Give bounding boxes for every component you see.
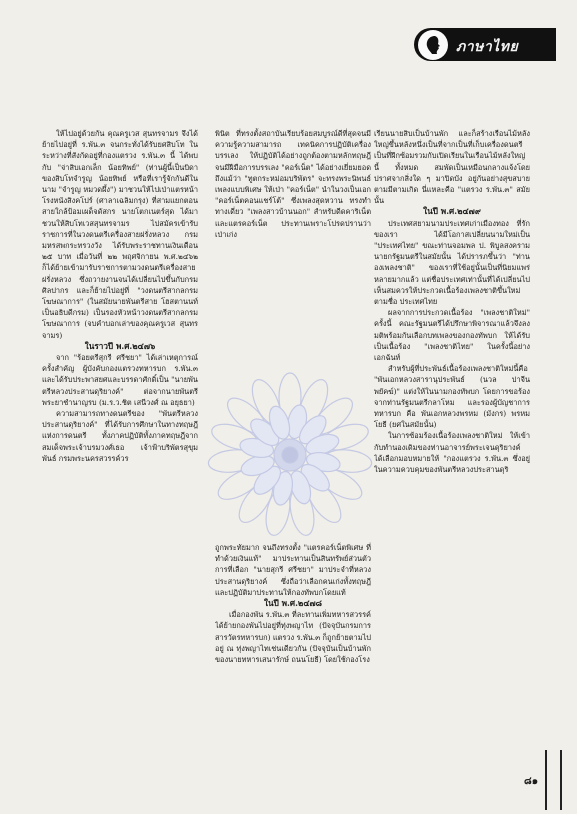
paragraph: จาก "ร้อยตรีสุกรี ศรีชยา" ได้เล่าเหตุการณ์ครั้งสำคัญ ผู้บังคับกองแตรวงทหารบก ร.พัน.๓ และได้รับประพาสยศและบรรดาศักดิ์เป็น "นายพันตรีหลวงประสานดุริยางค์" ต่อจากนายพันตรีพระยาชำนาญรบ (ม.ร.ว.ชิต เสนีวงศ์ ณ อยุธยา): [42, 353, 198, 407]
paragraph: เมื่อกองพัน ร.พัน.๓ ที่ละทานเพิ่มทหารสวรรค์ ได้ย้ายกองพันไปอยู่ที่ทุ่งพญาไท (ปัจจุบันกรมการสารวัตรทหารบก) แตรวง ร.พัน.๓ ก็ถูกย้ายตามไปอยู่ ณ ทุ่งพญาไทเช่นเดียวกัน (ปัจจุบันเป็นบ้านพักของนายทหารเสนารักษ์ ถนนโยธี) โดยใช้กองโรง: [215, 610, 371, 665]
section-heading: ในปี พ.ศ.๒๔๗๘: [263, 598, 322, 609]
page-number: ๘๑: [524, 776, 539, 787]
header-logo: [418, 30, 448, 60]
column-1: [42, 128, 198, 778]
paragraph: พินิต ที่ทรงตั้งสถาบันเรียบร้อยสมบูรณ์ดีที่สุดจนมีความรู้ความสามารถ เทคนิคการปฏิบัติเครื่องบรรเลง ให้ปฏิบัติได้อย่างถูกต้องตามหลักทฤษฎี จนมีฝีมือการบรรเลง "คอร์เน็ต" ได้อย่างเยี่ยมยอดถึงแม้ว่า "ทูตกระหม่อมบริพัตร" จะทรงพระนิพนธ์เพลงแบบพิเศษ ให้เป่า "คอร์เน็ต" นำในวงเป็นเอก "คอร์เน็ตคอนแชร์โต้" ซึ่งเพลงสุดหวาน ทรงทำทางเดี่ยว "เพลงสาวบ้านนอก" สำหรับดีดคาริเน็ต และแตรคอร์เน็ต ประทานเพราะโปรดปรานว่าเป่าเก่ง: [215, 129, 371, 239]
section-heading: ในปี พ.ศ.๒๔๗๙: [423, 206, 481, 217]
column-3: [374, 128, 530, 778]
paragraph: ในการซ้อมร้องเนื้อร้องเพลงชาติใหม่ ให้เข้ากับทำนองเดิมของท่านอาจารย์พระเจนดุริยางค์ ได้เลือกมอบหมายให้ "กองแตรวง ร.พัน.๓ ซึ่งอยู่ในความควบคุมของพันตรีหลวงประสานดุริ: [374, 431, 530, 475]
paragraph: ถูกพระทัยมาก จนถึงทรงตั้ง "แตรคอร์เน็ตพิเศษ ที่ทำด้วยเงินแท้" มาประทานเป็นสินทรัพย์ส่วนตัว การที่เลือก "นายสุกรี ศรีชยา" มาประจำที่หลวงประสานดุริยางค์ ซึ่งถือว่าเลือกคนเก่งทั้งทฤษฎีและปฏิบัติมาประทานให้กองทัพบกโดยแท้: [215, 543, 371, 597]
paragraph: สำหรับผู้ที่ประพันธ์เนื้อร้องเพลงชาติใหม่นี้คือ "พันเอกหลวงสารานุประพันธ์ (นวล ปาจีนพยัคฆ์)" แต่งให้ในนามกองทัพบก โดยการขอร้องจากท่านรัฐมนตรีกลาโหม และรองผู้บัญชาการทหารบก คือ พันเอกหลวงพรหม (มังกร) พรหมโยธี (ยศในสมัยนั้น): [374, 364, 530, 430]
paragraph: ผลจากการประกวดเนื้อร้อง "เพลงชาติใหม่" ครั้งนี้ คณะรัฐมนตรีได้ปรึกษาพิจารณาแล้วจึงลงมติพร้อมกันเลือกบทเพลงของกองทัพบก ให้ได้รับเป็นเนื้อร้อง "เพลงชาติไทย" ในครั้งนี้อย่างเอกฉันท์: [374, 308, 530, 363]
paragraph: เรียนนายสิบเป็นบ้านพัก และก็สร้างเรือนไม้หลังใหญ่ขึ้นหลังหนึ่งเป็นที่จากเป็นที่เก็บเครื่องดนตรี เป็นที่ฝึกซ้อมรวมกับเปิดเรียนในเรือนไม้หลังใหญ่นี้ ทั้งหมด สมพัดเป็นเหมือนกลางแจ้งโดยปราศจากสิ่งใด ๆ มาปิดบัง อยู่กันอย่างสุขสบายตามมีตามเกิด นี่แหละคือ "แตรวง ร.พัน.๓" สมัยนั้น: [374, 129, 530, 206]
face-profile-icon: [422, 34, 444, 56]
paragraph: ประเทศสยามนามประเทศเก่าเมืองทอง ที่รักของเรา ได้มีโอกาสเปลี่ยนนามใหม่เป็น "ประเทศไทย" ขณะท่านจอมพล ป. พิบูลสงคราม นายกรัฐมนตรีในสมัยนั้น ได้ปรารภขึ้นว่า "ท่านองเพลงชาติ" ของเราที่ใช้อยู่นั้นเป็นที่นิยมแพร่หลายมากแล้ว แต่ชื่อประเทศเท่านั้นที่ได้เปลี่ยนไป เห็นสมควรให้ประกวดเนื้อร้องเพลงชาติขึ้นใหม่ตามชื่อ ประเทศไทย: [374, 218, 530, 307]
chrysanthemum-flower-icon: [200, 372, 380, 538]
column-2-bottom: [215, 542, 371, 778]
paragraph: ให้ไปอยู่ด้วยกัน คุณครูเวส สุนทรจามร จึงได้ย้ายไปอยู่ที่ ร.พัน.๓ จนกระทั่งได้รับยศสิบโท ในระหว่างที่สังกัดอยู่ที่กองแตรวง ร.พัน.๓ นี้ ได้พบกับ "จ่าสิบเอกเล็ก น้อยทิพย์" (ท่านผู้นี้เป็นบิดาของสิบโทจำรูญ น้อยทิพย์ หรือที่เรารู้จักกันดีในนาม "จำรูญ หมวดผึ้ง") มาชวนให้ไปเป่าแตรหน้าโรงหนังสิงคโปร์ (ศาลาเฉลิมกรุง) ที่สามแยกตอนสายใกล้ป้อมเผด็จดัสกร นายโตกเนตร์สุด ได้มาชวนให้สิบโทเวสสุนทรจามร ไปสมัครเข้ารับราชการที่ในวงดนตรีเครื่องสายฝรั่งหลวง กรมมหรสพกระทรวงวัง ได้รับพระราชทานเงินเดือน ๒๕ บาท เมื่อวันที่ ๒๒ พฤศจิกายน พ.ศ.๒๔๖๒ ก็ได้ย้ายเข้ามารับราชการตามวงดนตรีเครื่องสายฝรั่งหลวง ซึ่งถวายงานจนได้เปลี่ยนไปขึ้นกับกรมศิลปากร และก็ย้ายไปอยู่ที่ "วงดนตรีสากลกรมโฆษณาการ" (ในสมัยนายพันตรีสาย โฮสตานนท์ เป็นอธิบดีกรม) เป็นรองหัวหน้าวงดนตรีสากลกรมโฆษณาการ (จบคำบอกเล่าของคุณครูเวส สุนทรจามร): [42, 129, 198, 340]
edge-rule: [560, 750, 562, 810]
edge-rule: [545, 750, 547, 810]
section-title: ภาษาไทย: [456, 39, 519, 55]
column-2-top: [215, 128, 371, 363]
paragraph: ความสามารถทางดนตรีของ "พันตรีหลวงประสานดุริยางค์" ที่ได้รับการศึกษาในทางทฤษฎีแห่งการดนตรี ทั้งภาคปฏิบัติทั้งภาคทฤษฎีจากสมเด็จพระเจ้าบรมวงศ์เธอ เจ้าฟ้าบริพัตรสุขุมพันธ์ กรมพระนครสวรรค์วร: [42, 409, 198, 463]
section-heading: ในราวปี พ.ศ.๒๔๗๖: [84, 340, 156, 351]
